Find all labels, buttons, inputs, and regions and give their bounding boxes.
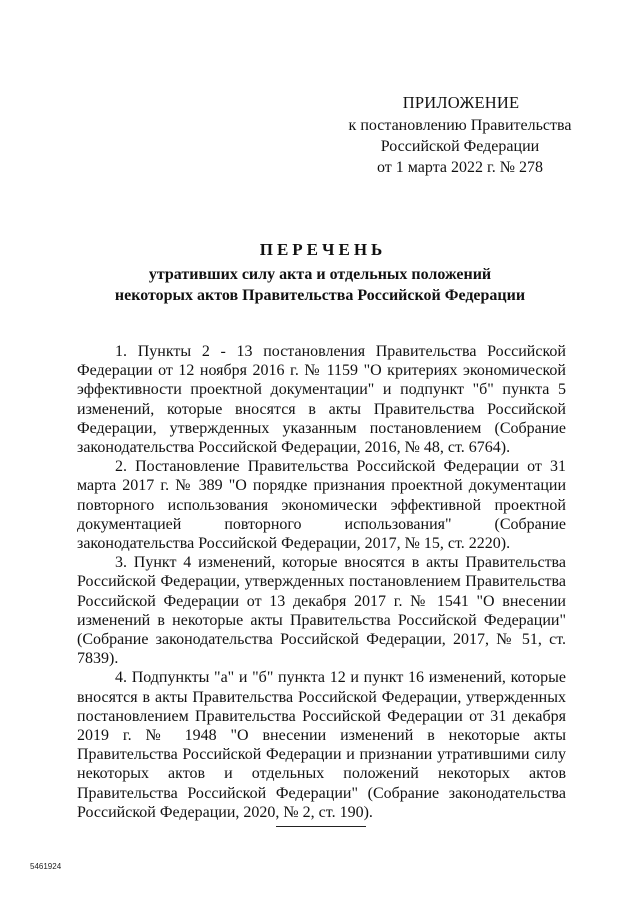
appendix-title: ПРИЛОЖЕНИЕ (402, 93, 520, 112)
appendix-header (330, 92, 590, 178)
appendix-line-2: Российской Федерации (380, 138, 540, 155)
end-separator (276, 826, 366, 827)
list-item: 4. Подпункты "а" и "б" пункта 12 и пункт 16 изменений, которые вносятся в акты Правительства Российской Федерации, утвержденных постановлением Правительства Российской Федерации от 31 декабря 2019 г. № 1948 "О внесении изменений в некоторые акты Правительства Российской Федерации и признании утратившими силу некоторых актов и отдельных положений некоторых актов Правительства Российской Федерации" (Собрание законодательства Российской Федерации, 2020, № 2, ст. 190). (77, 669, 566, 821)
list-item: 1. Пункты 2 - 13 постановления Правительства Российской Федерации от 12 ноября 2016 г. № 1159 "О критериях экономической эффективности проектной документации" и подпункт "б" пункта 5 изменений, которые вносятся в акты Правительства Российской Федерации, утвержденных указанным постановлением (Собрание законодательства Российской Федерации, 2016, № 48, ст. 6764). (77, 343, 566, 457)
list-item: 2. Постановление Правительства Российской Федерации от 31 марта 2017 г. № 389 "О порядке признания проектной документации повторного использования экономически эффективной проектной документацией повторного использования" (Собрание законодательства Российской Федерации, 2017, № 15, ст. 2220). (77, 458, 566, 553)
list-item: 3. Пункт 4 изменений, которые вносятся в акты Правительства Российской Федерации, утвержденных постановлением Правительства Российской Федерации от 13 декабря 2017 г. № 1541 "О внесении изменений в некоторые акты Правительства Российской Федерации" (Собрание законодательства Российской Федерации, 2017, № 51, ст. 7839). (77, 554, 566, 668)
document-title: ПЕРЕЧЕНЬ (259, 240, 387, 259)
appendix-line-1: к постановлению Правительства (348, 117, 572, 134)
document-subtitle (70, 264, 570, 306)
subtitle-line-2: некоторых актов Правительства Российской Федерации (114, 287, 526, 304)
document-code: 5461924 (30, 862, 62, 871)
subtitle-line-1: утративших силу акта и отдельных положений (148, 266, 492, 283)
appendix-line-3: от 1 марта 2022 г. № 278 (377, 159, 543, 176)
document-body (77, 342, 566, 822)
